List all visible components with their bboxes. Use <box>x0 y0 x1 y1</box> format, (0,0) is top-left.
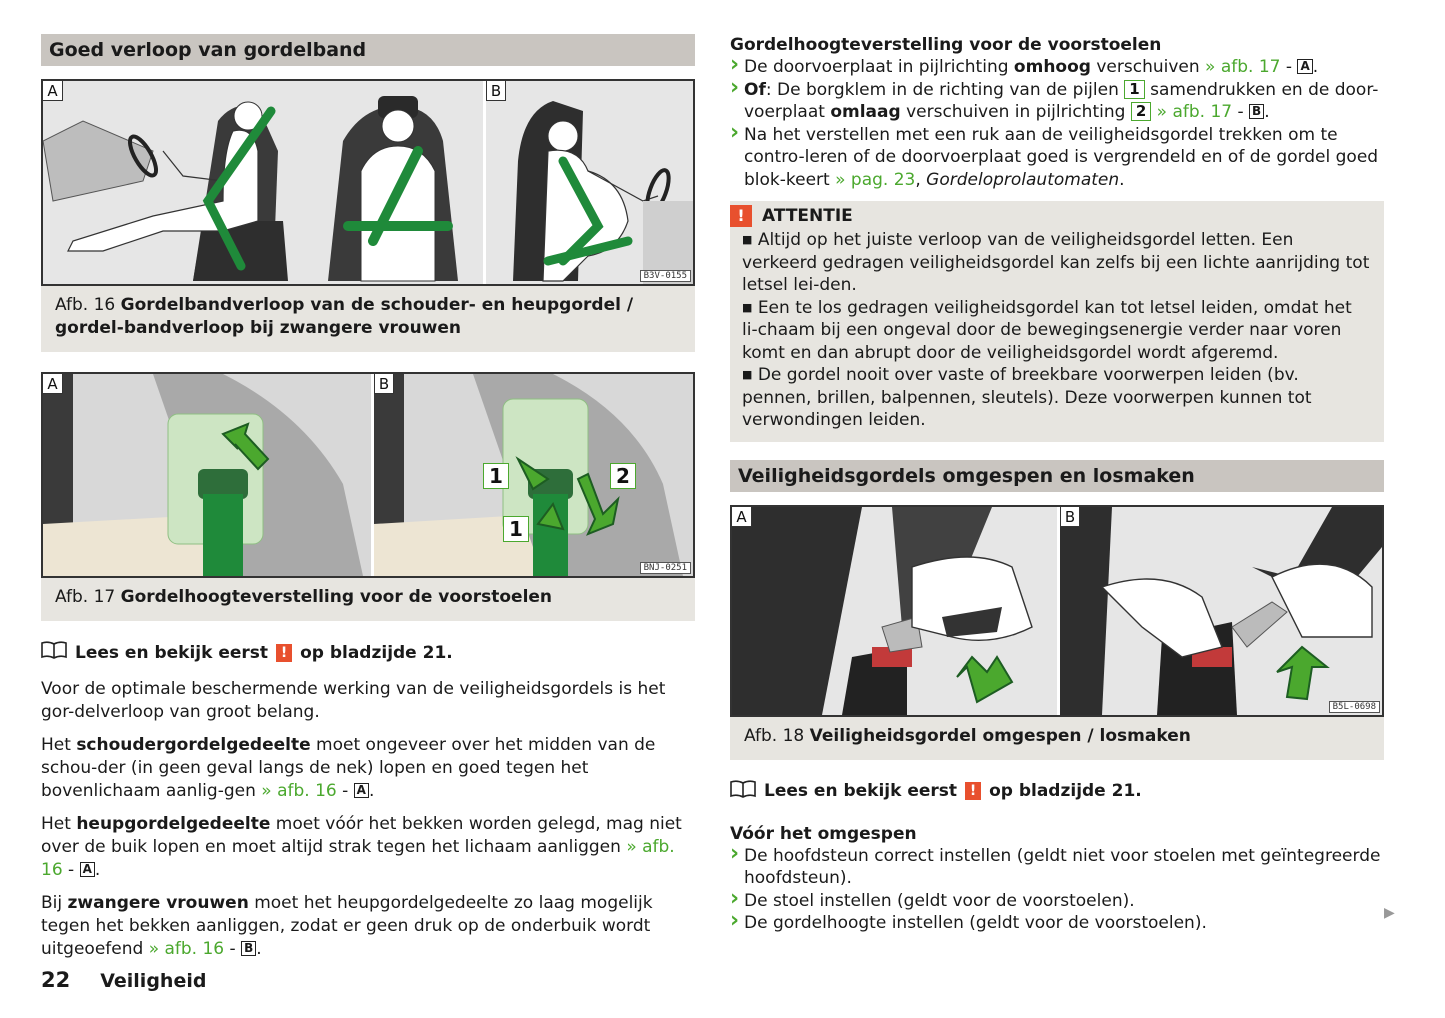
list-item <box>730 56 1384 79</box>
text: verschuiven in pijlrichting <box>900 102 1131 122</box>
term: Of <box>744 79 766 100</box>
term-retractor: Gordeloprolautomaten <box>926 169 1120 190</box>
text: Na het verstellen met een ruk aan de veiligheidsgordel trekken om te contro-leren of de doorvoerplaat goed is vergrendeld en of de gordel goed blok-keert <box>744 124 1379 190</box>
warning-icon: ! <box>965 782 981 800</box>
figure-17-caption <box>41 578 695 621</box>
text: Een te los gedragen veiligheidsgordel kan tot letsel leiden, omdat het li-chaam bij een ongeval door de bewegingsenergie verder naar voren komt en dan abrupt door de veiligheidsgordel wordt afgeremd. <box>742 297 1352 363</box>
box-b: B <box>241 941 256 956</box>
text: - <box>336 781 354 801</box>
text: - <box>62 860 80 880</box>
read-first-page: op bladzijde 21. <box>300 642 453 663</box>
text: . <box>1264 102 1270 122</box>
figure-18-illustration <box>732 507 1382 715</box>
attention-item <box>742 364 1372 432</box>
before-buckling-title: Vóór het omgespen <box>730 823 917 844</box>
attention-header <box>730 203 1372 229</box>
text: - <box>1280 57 1298 77</box>
box-a: A <box>1297 59 1312 74</box>
text: De doorvoerplaat in pijlrichting <box>744 57 1014 77</box>
marker-2: 2 <box>610 463 636 489</box>
read-first-line <box>41 641 695 664</box>
panel-label-b: B <box>1060 507 1080 527</box>
marker-1-lower: 1 <box>503 516 529 542</box>
num-box-1: 1 <box>1124 80 1144 99</box>
book-icon <box>730 780 756 803</box>
term: omlaag <box>830 102 901 122</box>
left-column <box>41 34 695 961</box>
section-heading-buckle: Veiligheidsgordels omgespen en losmaken <box>730 460 1384 492</box>
box-a: A <box>80 862 95 877</box>
text: Altijd op het juiste verloop van de veiligheidsgordel letten. Een verkeerd gedragen veiligheidsgordel kan zelfs bij een lichte aanrijding tot letsel lei-den. <box>742 230 1370 295</box>
page-footer <box>41 968 206 992</box>
text: : De borgklem in de richting van de pijlen <box>765 79 1125 100</box>
text: . <box>94 860 101 880</box>
list-item <box>730 79 1384 124</box>
text: Bij <box>41 893 68 913</box>
caption-number: Afb. 16 <box>55 295 116 315</box>
text: verschuiven <box>1090 57 1206 77</box>
text: Het <box>41 735 77 755</box>
read-first-text: Lees en bekijk eerst <box>764 781 958 801</box>
text: De gordel nooit over vaste of breekbare voorwerpen leiden (bv. pennen, brillen, balpennen, sleutels). Deze voorwerpen kunnen tot verwondingen leiden. <box>742 365 1312 430</box>
read-first-page: op bladzijde 21. <box>989 781 1142 801</box>
figure-16-caption <box>41 286 695 352</box>
text: . <box>256 939 262 959</box>
warning-icon: ! <box>730 205 752 227</box>
paragraph-pregnant <box>41 892 695 961</box>
read-first-text: Lees en bekijk eerst <box>75 642 269 663</box>
panel-label-a: A <box>43 81 63 101</box>
text: moet vóór het bekken worden gelegd, mag niet over de buik lopen en moet altijd strak tegen het lichaam aanliggen <box>41 814 682 857</box>
book-icon <box>41 641 67 664</box>
attention-item <box>742 297 1372 365</box>
term: omhoog <box>1013 57 1091 77</box>
text: . <box>1312 57 1319 77</box>
figure-code: BNJ-0251 <box>640 562 691 574</box>
link-page-23[interactable]: » pag. 23 <box>835 169 916 190</box>
text: - <box>224 939 242 959</box>
num-box-2: 2 <box>1131 102 1151 121</box>
link-fig16[interactable]: » afb. 16 <box>41 837 675 880</box>
warning-icon: ! <box>276 644 292 662</box>
caption-number: Afb. 18 <box>744 725 805 746</box>
caption-number: Afb. 17 <box>55 587 116 607</box>
figure-code: B3V-0155 <box>640 270 691 282</box>
figure-17 <box>41 372 695 578</box>
right-column <box>730 34 1384 935</box>
section-name: Veiligheid <box>100 970 207 992</box>
before-buckling-list <box>730 845 1384 935</box>
bullet: ■ <box>742 233 753 246</box>
term-shoulder-belt: schoudergordelgedeelte <box>76 735 311 755</box>
adjust-title: Gordelhoogteverstelling voor de voorstoelen <box>730 35 1162 55</box>
figure-18-caption <box>730 717 1384 760</box>
list-item: › De hoofdsteun correct instellen (geldt niet voor stoelen met geïntegreerde hoofdsteun). <box>730 845 1384 890</box>
attention-item <box>742 229 1372 297</box>
text: , <box>915 169 927 190</box>
read-first-line <box>730 780 1384 803</box>
text: moet het heupgordelgedeelte zo laag mogelijk tegen het bekken aanliggen, zodat er geen druk op de onderbuik wordt uitgeoefend <box>41 893 653 959</box>
link-fig16[interactable]: » afb. 16 <box>148 939 225 959</box>
adjust-steps <box>730 56 1384 191</box>
paragraph-shoulder <box>41 734 695 803</box>
text: . <box>368 781 375 801</box>
caption-title: Gordelhoogteverstelling voor de voorstoelen <box>120 587 553 607</box>
marker-1: 1 <box>483 463 509 489</box>
panel-label-a: A <box>732 507 752 527</box>
text: samendrukken en de door-voerplaat <box>744 79 1379 122</box>
link-fig17[interactable]: » afb. 17 <box>1205 57 1281 77</box>
list-item: › De stoel instellen (geldt voor de voorstoelen). <box>730 890 1384 913</box>
bullet: ■ <box>742 300 753 314</box>
panel-label-a: A <box>43 374 63 394</box>
box-a: A <box>354 783 369 798</box>
text: . <box>1119 169 1125 190</box>
text: Het <box>41 814 77 834</box>
attention-box <box>730 201 1384 442</box>
paragraph-intro: Voor de optimale beschermende werking van de veiligheidsgordels is het gor-delverloop van groot belang. <box>41 679 666 722</box>
term-lap-belt: heupgordelgedeelte <box>76 814 271 834</box>
panel-label-b: B <box>486 81 506 101</box>
list-item: › De gordelhoogte instellen (geldt voor de voorstoelen). <box>730 912 1384 935</box>
figure-16-illustration <box>43 81 693 284</box>
caption-title: Gordelbandverloop van de schouder- en heupgordel / gordel-bandverloop bij zwangere vrouwen <box>55 295 634 338</box>
term-pregnant: zwangere vrouwen <box>67 893 249 913</box>
text: - <box>1232 102 1250 122</box>
panel-label-b: B <box>374 374 394 394</box>
section-heading-belt-routing: Goed verloop van gordelband <box>41 34 695 66</box>
link-fig17[interactable]: » afb. 17 <box>1151 102 1233 122</box>
list-item <box>730 124 1384 192</box>
attention-title: ATTENTIE <box>762 206 853 226</box>
figure-16 <box>41 79 695 286</box>
figure-17-illustration <box>43 374 693 576</box>
figure-code: B5L-0698 <box>1329 701 1380 713</box>
figure-18 <box>730 505 1384 717</box>
link-fig16[interactable]: » afb. 16 <box>261 781 337 801</box>
text: moet ongeveer over het midden van de schou-der (in geen geval langs de nek) lopen en goed tegen het bovenlichaam aanlig-gen <box>41 735 656 801</box>
caption-title: Veiligheidsgordel omgespen / losmaken <box>809 725 1191 746</box>
page-number: 22 <box>41 968 71 992</box>
next-page-arrow-icon[interactable]: ▶ <box>1384 905 1395 921</box>
paragraph-lap <box>41 813 695 882</box>
box-b: B <box>1249 104 1264 119</box>
bullet: ■ <box>742 368 753 381</box>
